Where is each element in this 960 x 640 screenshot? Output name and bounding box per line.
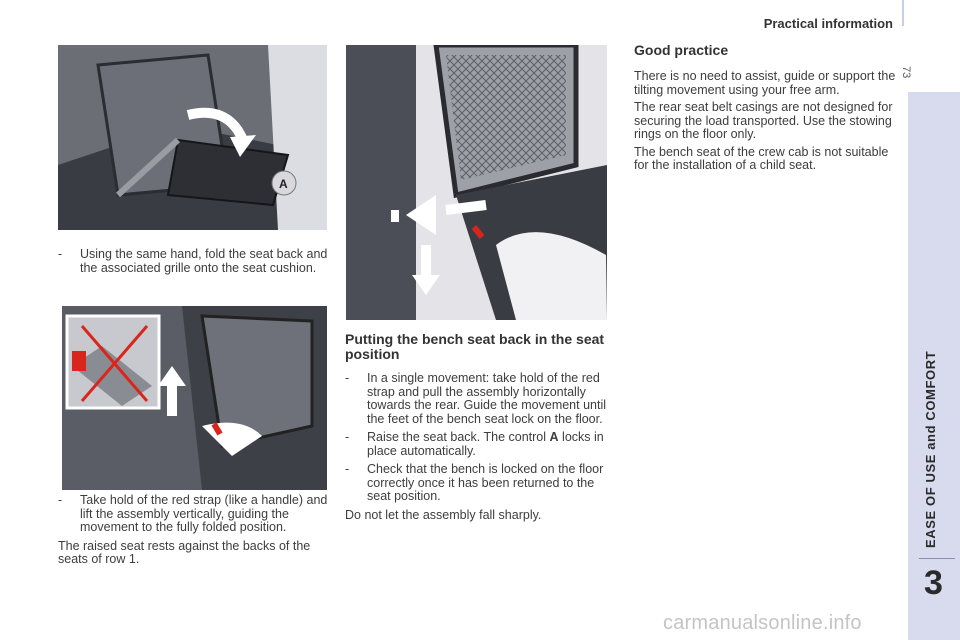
bullet-dash: - bbox=[58, 247, 63, 261]
illustration-pull-bench-back bbox=[346, 45, 607, 320]
watermark: carmanualsonline.info bbox=[663, 612, 862, 634]
step-fold-seat-text: Using the same hand, fold the seat back and the associated grille onto the seat cushion. bbox=[80, 247, 328, 275]
illustration-lift-assembly bbox=[62, 306, 327, 490]
header-rule bbox=[902, 0, 904, 26]
chapter-side-label: EASE OF USE and COMFORT bbox=[923, 350, 938, 548]
control-a-ref: A bbox=[549, 430, 559, 444]
good-practice-paragraph-3: The bench seat of the crew cab is not suitable for the installation of a child seat. bbox=[634, 144, 889, 172]
right-section bbox=[634, 43, 896, 177]
section-title-bench-back: Putting the bench seat back in the seat position bbox=[345, 331, 605, 362]
control-a-label: A bbox=[279, 177, 288, 191]
left-step2-block bbox=[58, 494, 330, 571]
side-divider bbox=[919, 558, 955, 559]
step-check-lock-text: Check that the bench is locked on the floor correctly once it has been returned to the seat position. bbox=[367, 462, 604, 503]
middle-note: Do not let the assembly fall sharply. bbox=[345, 507, 542, 522]
left-step1-block bbox=[58, 248, 328, 280]
step-pull-bench-text: In a single movement: take hold of the red strap and pull the assembly horizontally towards the rear. Guide the movement until the feet of the bench seat lock on the floor. bbox=[367, 371, 607, 426]
bullet-dash: - bbox=[345, 430, 350, 444]
page-header-title: Practical information bbox=[763, 16, 893, 31]
step-lift-assembly-text: Take hold of the red strap (like a handle) and lift the assembly vertically, guiding the movement to the fully folded position. bbox=[80, 493, 328, 534]
step-raise-seat-rest: locks in place automatically. bbox=[367, 430, 604, 458]
page-number: 73 bbox=[900, 66, 912, 79]
step-pull-bench bbox=[345, 372, 617, 426]
bullet-dash: - bbox=[345, 371, 350, 385]
step-raise-seat-text: Raise the seat back. The control bbox=[367, 430, 547, 444]
left-note: The raised seat rests against the backs of the seats of row 1. bbox=[58, 538, 311, 566]
section-title-good-practice: Good practice bbox=[634, 42, 729, 58]
illustration-fold-seat-back bbox=[58, 45, 327, 230]
step-check-lock bbox=[345, 463, 617, 504]
middle-section bbox=[345, 332, 617, 526]
step-fold-seat bbox=[58, 248, 328, 275]
step-raise-seat bbox=[345, 431, 617, 458]
good-practice-paragraph-1: There is no need to assist, guide or support the tilting movement using your free arm. bbox=[634, 69, 896, 97]
bullet-dash: - bbox=[345, 462, 350, 476]
step-lift-assembly bbox=[58, 494, 330, 535]
chapter-number: 3 bbox=[924, 564, 943, 602]
bullet-dash: - bbox=[58, 493, 63, 507]
good-practice-paragraph-2: The rear seat belt casings are not designed for securing the load transported. Use the stowing rings on the floor only. bbox=[634, 100, 893, 141]
